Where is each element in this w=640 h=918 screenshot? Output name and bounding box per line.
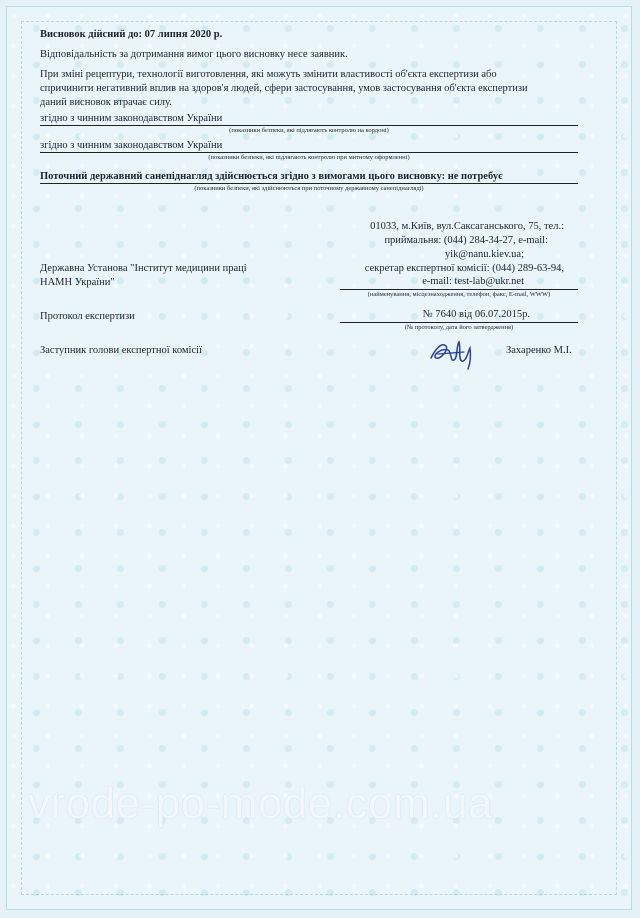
law-rule-2: [40, 152, 578, 153]
protocol-label: Протокол експертизи: [40, 311, 135, 322]
supervision-caption: (показники безпеки, які здійснюються при поточному державному санепіднагляді): [194, 185, 424, 192]
address-line-3: yik@nanu.kiev.ua;: [445, 249, 524, 260]
change-line-2: спричинити негативний вплив на здоров'я людей, сфери застосування, умов застосування об'єкта експертизи: [40, 83, 528, 94]
site-watermark: vrode-po-mode.com.ua: [28, 779, 493, 828]
law-caption-2: (показники безпеки, які підлягають контролю при митному оформленні): [208, 154, 410, 161]
address-rule: [340, 289, 578, 290]
responsibility-line: Відповідальність за дотримання вимог цього висновку несе заявник.: [40, 49, 348, 60]
deputy-label: Заступник голови експертної комісії: [40, 345, 202, 356]
supervision-line: Поточний державний санепіднагляд здійснюється згідно з вимогами цього висновку: не потребує: [40, 171, 503, 182]
protocol-caption: (№ протоколу, дата його затвердження): [404, 324, 514, 331]
validity-line: Висновок дійсний до: 07 липня 2020 р.: [40, 29, 223, 40]
signer-name: Захаренко М.І.: [506, 345, 572, 356]
institution-line-1: Державна Установа "Інститут медицини праці: [40, 263, 247, 274]
law-rule-1: [40, 125, 578, 126]
protocol-value: № 7640 від 06.07.2015р.: [422, 309, 530, 320]
address-line-1: 01033, м.Київ, вул.Саксаганського, 75, тел.:: [370, 221, 564, 232]
change-line-3: даний висновок втрачає силу.: [40, 97, 172, 108]
signature-image: [428, 336, 478, 370]
institution-line-2: НАМН України": [40, 277, 115, 288]
address-line-2: приймальня: (044) 284-34-27, e-mail:: [384, 235, 548, 246]
address-line-5: e-mail: test-lab@ukr.net: [422, 276, 524, 287]
address-caption: (найменування, місцезнаходження, телефон, факс, E-mail, WWW): [367, 291, 551, 298]
law-line-2: згідно з чинним законодавством України: [40, 140, 223, 151]
law-line-1: згідно з чинним законодавством України: [40, 113, 223, 124]
protocol-rule: [340, 322, 578, 323]
supervision-rule: [40, 183, 578, 184]
change-line-1: При зміні рецептури, технології виготовлення, які можуть змінити властивості об'єкта експертизи або: [40, 69, 497, 80]
law-caption-1: (показники безпеки, які підлягають контролю на кордоні): [229, 127, 389, 134]
address-line-4: секретар експертної комісії: (044) 289-63-94,: [364, 263, 564, 274]
